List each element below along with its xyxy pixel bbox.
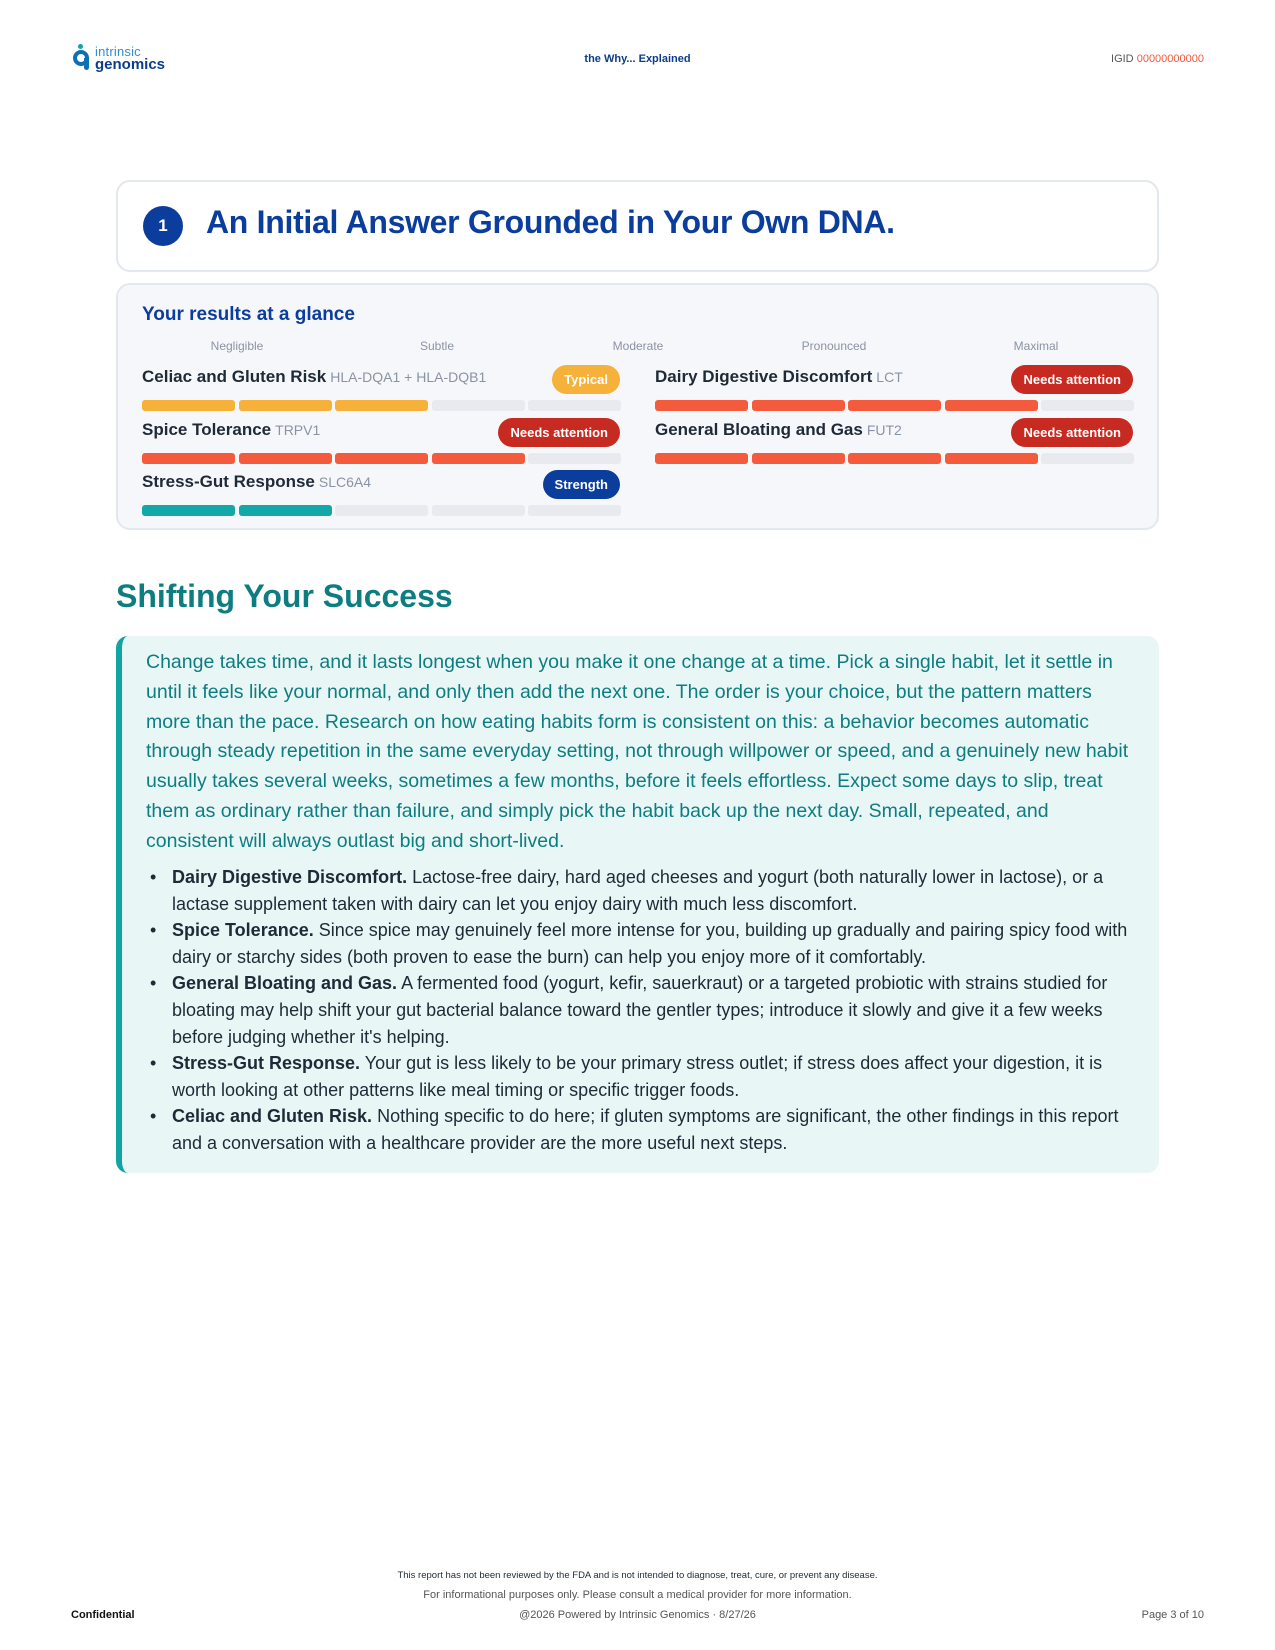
scale-label: Negligible bbox=[210, 339, 264, 353]
level-segment bbox=[528, 453, 621, 464]
level-segment bbox=[528, 400, 621, 411]
status-badge: Typical bbox=[552, 365, 620, 394]
result-item bbox=[655, 418, 1133, 468]
tip-heading: Spice Tolerance. bbox=[172, 920, 314, 941]
level-bar bbox=[655, 453, 1133, 464]
tip-heading: Celiac and Gluten Risk. bbox=[172, 1106, 373, 1127]
level-bar bbox=[142, 505, 620, 516]
level-segment bbox=[1041, 400, 1134, 411]
results-title: Your results at a glance bbox=[142, 304, 355, 325]
section-number-badge: 1 bbox=[143, 206, 183, 246]
scale-label: Moderate bbox=[612, 339, 664, 353]
level-segment bbox=[1041, 453, 1134, 464]
level-segment bbox=[945, 400, 1038, 411]
level-segment bbox=[335, 400, 428, 411]
section-title: An Initial Answer Grounded in Your Own DNA. bbox=[206, 204, 895, 240]
result-item bbox=[655, 365, 1133, 415]
level-segment bbox=[655, 400, 748, 411]
level-segment bbox=[528, 505, 621, 516]
result-item bbox=[142, 470, 620, 520]
level-segment bbox=[848, 400, 941, 411]
igid-value: 00000000000 bbox=[1136, 53, 1204, 65]
scale-label: Maximal bbox=[1013, 339, 1059, 353]
result-name: Dairy Digestive Discomfort LCT bbox=[655, 367, 903, 386]
list-item: • Stress-Gut Response. Your gut is less likely to be your primary stress outlet; if stress does affect your digestion, it is worth looking at other patterns like meal timing or specific trigger foods. bbox=[150, 1053, 1103, 1100]
result-name: Celiac and Gluten Risk HLA-DQA1 + HLA-DQB1 bbox=[142, 367, 487, 386]
status-badge: Needs attention bbox=[498, 418, 620, 447]
result-gene: FUT2 bbox=[866, 422, 902, 438]
tip-text: Since spice may genuinely feel more intense for you, building up gradually and pairing spicy food with dairy or starchy sides (both proven to ease the burn) can help you enjoy more of it comfortably. bbox=[172, 920, 1128, 967]
confidential-label: Confidential bbox=[71, 1609, 135, 1621]
result-item bbox=[142, 365, 620, 415]
page-header bbox=[71, 44, 1204, 74]
level-segment bbox=[335, 453, 428, 464]
level-segment bbox=[142, 400, 235, 411]
tip-text: Your gut is less likely to be your primary stress outlet; if stress does affect your digestion, it is worth looking at other patterns like meal timing or specific trigger foods. bbox=[172, 1053, 1103, 1100]
status-badge: Needs attention bbox=[1011, 365, 1133, 394]
scale-label: Subtle bbox=[419, 339, 455, 353]
status-badge: Needs attention bbox=[1011, 418, 1133, 447]
page-number: Page 3 of 10 bbox=[1141, 1609, 1204, 1621]
header-title: the Why... Explained bbox=[584, 53, 691, 65]
igid bbox=[1111, 53, 1204, 65]
level-segment bbox=[239, 453, 332, 464]
result-gene: LCT bbox=[876, 369, 903, 385]
level-segment bbox=[432, 453, 525, 464]
level-segment bbox=[142, 505, 235, 516]
shifting-callout bbox=[116, 636, 1159, 1173]
tips-list bbox=[146, 864, 1136, 1157]
level-segment bbox=[945, 453, 1038, 464]
igid-label: IGID bbox=[1111, 53, 1134, 65]
status-badge: Strength bbox=[543, 470, 620, 499]
level-segment bbox=[848, 453, 941, 464]
logo-line2: genomics bbox=[95, 56, 166, 73]
section-title-card bbox=[116, 180, 1159, 272]
result-item bbox=[142, 418, 620, 468]
level-segment bbox=[432, 505, 525, 516]
tip-text: Nothing specific to do here; if gluten symptoms are significant, the other findings in this report and a conversation with a healthcare provider are the more useful next steps. bbox=[172, 1106, 1119, 1153]
shifting-title: Shifting Your Success bbox=[116, 578, 453, 614]
level-segment bbox=[239, 400, 332, 411]
level-bar bbox=[655, 400, 1133, 411]
list-item: • General Bloating and Gas. A fermented food (yogurt, kefir, sauerkraut) or a targeted probiotic with strains studied for bloating may help shift your gut bacterial balance toward the gentler types; introduce it slowly and give it a few weeks before judging whether it's helping. bbox=[150, 973, 1108, 1047]
level-segment bbox=[655, 453, 748, 464]
result-gene: SLC6A4 bbox=[318, 474, 372, 490]
result-name: General Bloating and Gas FUT2 bbox=[655, 420, 902, 439]
level-segment bbox=[142, 453, 235, 464]
result-name: Stress-Gut Response SLC6A4 bbox=[142, 472, 372, 491]
tip-text: Lactose-free dairy, hard aged cheeses and yogurt (both naturally lower in lactose), or a lactase supplement taken with dairy can let you enjoy dairy with much less discomfort. bbox=[172, 867, 1104, 914]
result-gene: HLA-DQA1 + HLA-DQB1 bbox=[330, 369, 487, 385]
level-segment bbox=[239, 505, 332, 516]
level-segment bbox=[432, 400, 525, 411]
logo-line1: intrinsic bbox=[95, 44, 141, 59]
info-disclaimer: For informational purposes only. Please consult a medical provider for more information. bbox=[423, 1589, 852, 1601]
shifting-intro: Change takes time, and it lasts longest when you make it one change at a time. Pick a single habit, let it settle in until it feels like your normal, and only then add the next one. The order is your choice, but the pattern matters more than the pace. Research on how eating habits form is consistent on this: a behavior becomes automatic through steady repetition in the same everyday setting, not through willpower or speed, and a genuinely new habit usually takes several weeks, sometimes a few months, before it feels effortless. Expect some days to slip, treat them as ordinary rather than failure, and simply pick the habit back up the next day. Small, repeated, and consistent will always outlast big and short-lived. bbox=[146, 651, 1129, 852]
result-name: Spice Tolerance TRPV1 bbox=[142, 420, 321, 439]
scale-labels bbox=[142, 339, 1132, 355]
powered-by: @2026 Powered by Intrinsic Genomics · 8/27/26 bbox=[519, 1609, 756, 1621]
tip-text: A fermented food (yogurt, kefir, sauerkraut) or a targeted probiotic with strains studied for bloating may help shift your gut bacterial balance toward the gentler types; introduce it slowly and give it a few weeks before judging whether it's helping. bbox=[172, 973, 1108, 1047]
list-item: • Spice Tolerance. Since spice may genuinely feel more intense for you, building up gradually and pairing spicy food with dairy or starchy sides (both proven to ease the burn) can help you enjoy more of it comfortably. bbox=[150, 920, 1128, 967]
level-bar bbox=[142, 400, 620, 411]
level-segment bbox=[752, 400, 845, 411]
tip-heading: General Bloating and Gas. bbox=[172, 973, 398, 994]
level-segment bbox=[335, 505, 428, 516]
level-segment bbox=[752, 453, 845, 464]
list-item: • Celiac and Gluten Risk. Nothing specific to do here; if gluten symptoms are significant, the other findings in this report and a conversation with a healthcare provider are the more useful next steps. bbox=[150, 1106, 1119, 1153]
scale-label: Pronounced bbox=[801, 339, 867, 353]
list-item: • Dairy Digestive Discomfort. Lactose-free dairy, hard aged cheeses and yogurt (both naturally lower in lactose), or a lactase supplement taken with dairy can let you enjoy dairy with much less discomfort. bbox=[150, 867, 1104, 914]
results-at-a-glance-card bbox=[116, 283, 1159, 530]
tip-heading: Dairy Digestive Discomfort. bbox=[172, 867, 408, 887]
tip-heading: Stress-Gut Response. bbox=[172, 1053, 361, 1074]
level-bar bbox=[142, 453, 620, 464]
result-gene: TRPV1 bbox=[275, 422, 321, 438]
fda-disclaimer: This report has not been reviewed by the FDA and is not intended to diagnose, treat, cure, or prevent any disease. bbox=[397, 1570, 878, 1581]
